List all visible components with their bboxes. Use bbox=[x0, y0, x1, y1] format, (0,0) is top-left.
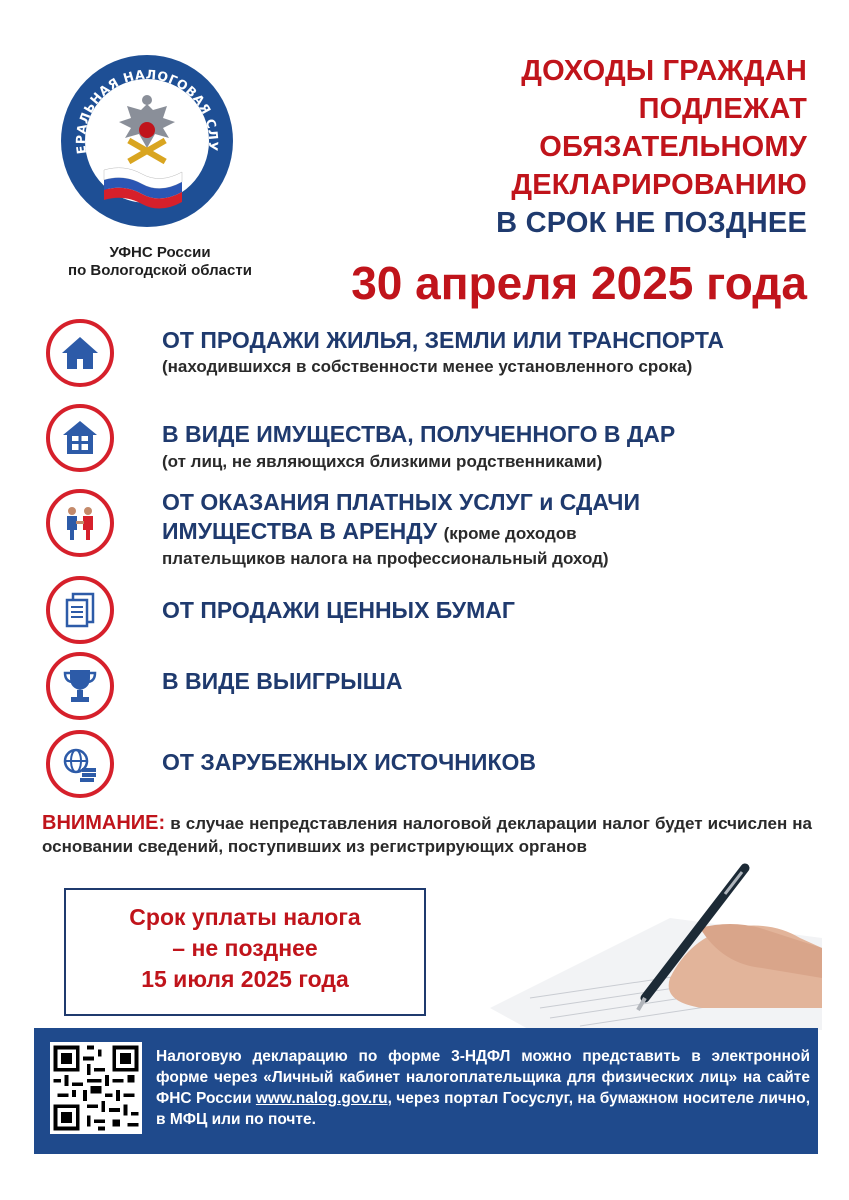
trophy-icon bbox=[46, 652, 114, 720]
footer-text-after-link: , через портал Госуслуг, на бумажном носителе лично, в МФЦ или по почте. bbox=[156, 1090, 810, 1128]
nalog-link[interactable]: www.nalog.gov.ru bbox=[255, 1090, 388, 1107]
title-line-2: ПОДЛЕЖАТ bbox=[638, 93, 807, 125]
payment-line-3: 15 июля 2025 года bbox=[141, 966, 349, 992]
fns-logo bbox=[58, 52, 236, 230]
item-1-title: ОТ ПРОДАЖИ ЖИЛЬЯ, ЗЕМЛИ ИЛИ ТРАНСПОРТА bbox=[162, 327, 725, 353]
org-name: УФНС России bbox=[109, 244, 211, 261]
item-3-note: плательщиков налога на профессиональный доход) bbox=[162, 549, 609, 568]
item-3-title-line-2-text: ИМУЩЕСТВА В АРЕНДУ bbox=[162, 518, 438, 544]
gift-house-icon bbox=[46, 404, 114, 472]
item-1-note: (находившихся в собственности менее установленного срока) bbox=[162, 357, 693, 376]
item-6-title: ОТ ЗАРУБЕЖНЫХ ИСТОЧНИКОВ bbox=[162, 749, 536, 775]
title-line-1: ДОХОДЫ ГРАЖДАН bbox=[521, 55, 807, 87]
title-line-4: ДЕКЛАРИРОВАНИЮ bbox=[511, 169, 807, 201]
warning-paragraph bbox=[42, 812, 812, 858]
warning-label: ВНИМАНИЕ: bbox=[42, 812, 166, 834]
title-line-3: ОБЯЗАТЕЛЬНОМУ bbox=[539, 131, 807, 163]
hand-writing-illustration bbox=[470, 858, 822, 1030]
footer-text-before-link: Налоговую декларацию по форме 3-НДФЛ можно представить в электронной форме через «Личный кабинет налогоплательщика для физических лиц» на сайте ФНС России bbox=[156, 1048, 810, 1107]
item-2-title: В ВИДЕ ИМУЩЕСТВА, ПОЛУЧЕННОГО В ДАР bbox=[162, 421, 676, 447]
payment-line-2: – не позднее bbox=[172, 935, 318, 961]
globe-icon bbox=[46, 730, 114, 798]
org-region: по Вологодской области bbox=[68, 262, 252, 279]
qr-code[interactable] bbox=[50, 1042, 142, 1134]
payment-line-1: Срок уплаты налога bbox=[129, 904, 361, 930]
payment-deadline-box bbox=[64, 888, 426, 1016]
item-3-note-inline: (кроме доходов bbox=[443, 524, 577, 543]
warning-text: в случае непредставления налоговой декларации налог будет исчислен на основании сведений, поступивших из регистрирующих органов bbox=[42, 814, 812, 856]
documents-icon bbox=[46, 576, 114, 644]
house-icon bbox=[46, 319, 114, 387]
footer-text bbox=[156, 1046, 810, 1130]
item-4-title: ОТ ПРОДАЖИ ЦЕННЫХ БУМАГ bbox=[162, 597, 515, 623]
deadline-prefix: В СРОК НЕ ПОЗДНЕЕ bbox=[496, 207, 807, 239]
item-2-note: (от лиц, не являющихся близкими родственниками) bbox=[162, 452, 603, 471]
item-3-title-line-1: ОТ ОКАЗАНИЯ ПЛАТНЫХ УСЛУГ и СДАЧИ bbox=[162, 489, 640, 515]
item-3-title-line-2 bbox=[162, 517, 577, 546]
logo-ring-text: ЕРАЛЬНАЯ НАЛОГОВАЯ СЛУ bbox=[72, 66, 222, 155]
item-5-title: В ВИДЕ ВЫИГРЫША bbox=[162, 668, 403, 694]
deadline-date: 30 апреля 2025 года bbox=[351, 257, 807, 309]
handshake-icon bbox=[46, 489, 114, 557]
